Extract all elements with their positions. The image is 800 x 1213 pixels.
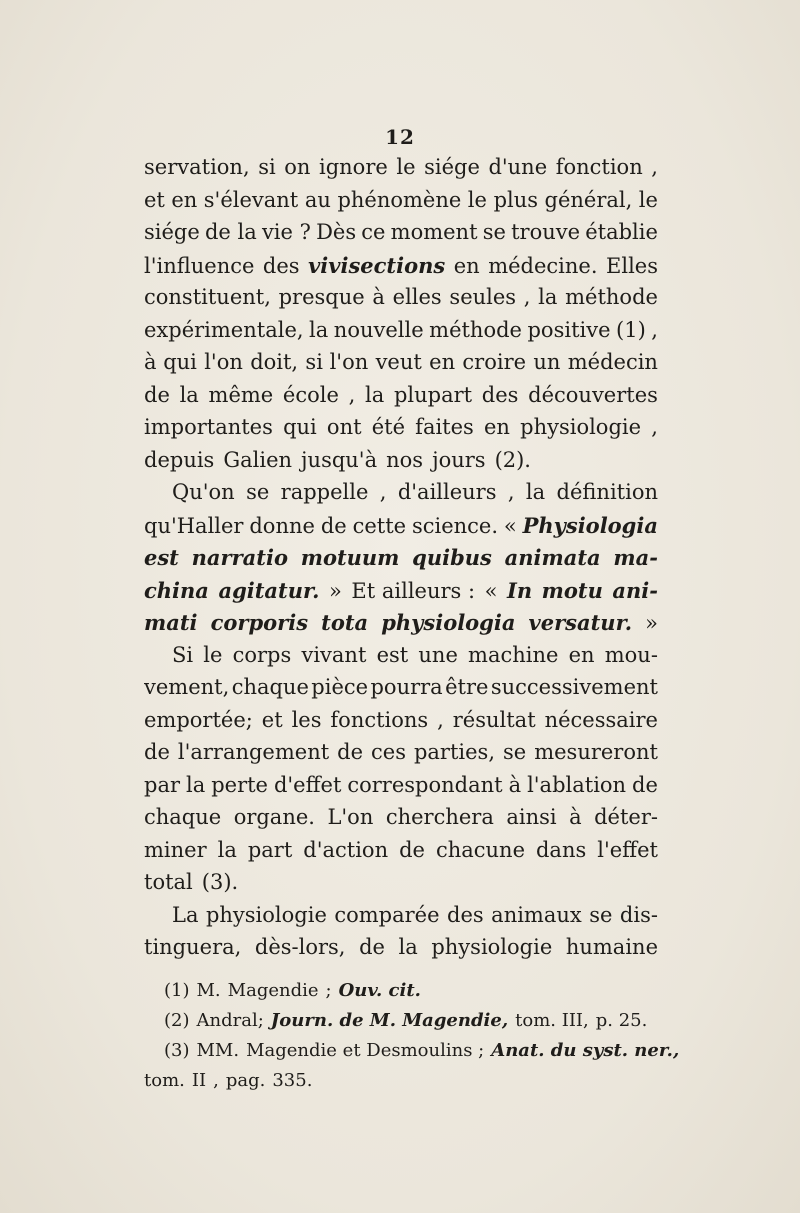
footnote-number: (3) — [164, 1040, 190, 1061]
word: ignore — [319, 155, 388, 179]
quote-mark: « — [503, 513, 517, 538]
quote-mark: » — [329, 578, 342, 603]
text-line — [144, 253, 658, 286]
latin-quote: motu — [541, 577, 603, 603]
word: de — [144, 740, 170, 764]
word: de — [632, 772, 658, 797]
word: une — [418, 642, 458, 667]
word: ont — [326, 415, 362, 439]
word: médecin — [567, 350, 658, 374]
word: se — [589, 902, 613, 927]
text-line — [144, 448, 658, 481]
fn-word: Magendie — [227, 980, 319, 1001]
quote-mark: « — [484, 578, 498, 603]
fn-word: , — [213, 1070, 219, 1091]
text-line — [144, 773, 658, 806]
latin-quote: quibus — [412, 545, 492, 570]
word: le — [203, 642, 223, 667]
fn-word: Andral; — [196, 1010, 264, 1031]
word: un — [533, 350, 561, 374]
word: à qui — [144, 350, 197, 374]
word: des — [447, 902, 484, 927]
word: , — [379, 480, 387, 504]
word: elles — [392, 285, 442, 309]
word: seules — [449, 285, 517, 309]
word: successivement — [490, 675, 658, 699]
word: même — [208, 382, 274, 407]
word: jours — [432, 447, 486, 472]
text-line — [144, 513, 658, 546]
footnote-number: (1) — [164, 980, 190, 1001]
word: le — [638, 187, 658, 212]
word: à — [569, 805, 582, 829]
text-line — [144, 805, 658, 838]
word: de la — [204, 220, 257, 244]
latin-quote: motuum — [300, 545, 400, 570]
text-line — [144, 675, 658, 708]
text-line — [144, 350, 658, 383]
word: rappelle — [280, 480, 369, 504]
word: si — [258, 155, 276, 179]
word: définition — [556, 480, 658, 504]
word: à — [508, 772, 522, 797]
word: pièce — [311, 675, 369, 699]
text-line — [144, 480, 658, 513]
word: des — [262, 253, 300, 278]
word: vement, — [144, 675, 230, 699]
word: jusqu'à — [301, 447, 378, 472]
text-line — [144, 643, 658, 676]
fn-word: MM. — [196, 1040, 240, 1061]
fn-word: tom. — [144, 1070, 185, 1091]
word: faites — [415, 415, 474, 439]
word: chacune — [435, 837, 525, 862]
word: humaine — [565, 935, 658, 959]
word: la — [217, 837, 237, 862]
text-line — [144, 838, 658, 871]
word: général, — [544, 187, 633, 212]
word: en — [568, 642, 595, 667]
latin-quote: animata — [504, 545, 601, 570]
word: établie — [585, 220, 658, 244]
word: veut — [375, 350, 422, 374]
word: ainsi — [506, 805, 557, 829]
word: la — [179, 382, 199, 407]
fn-word: ; — [325, 980, 332, 1001]
word: expérimentale, — [144, 317, 304, 342]
word: chaque — [144, 805, 222, 829]
word: en — [453, 253, 480, 278]
text-line — [144, 285, 658, 318]
word: Dès — [316, 220, 357, 244]
word: l'arrangement — [177, 740, 330, 764]
word: , — [651, 415, 658, 439]
word: correspondant — [347, 772, 503, 797]
word: cette — [352, 513, 407, 538]
word: de — [337, 740, 364, 764]
word: , — [651, 317, 658, 342]
word: presque — [278, 285, 365, 309]
word: nouvelle — [333, 317, 424, 342]
word: des — [481, 382, 519, 407]
latin-quote: corporis — [210, 610, 309, 635]
word: ces — [371, 740, 406, 764]
word: croire — [462, 350, 527, 374]
word: en — [484, 415, 510, 439]
word: trouve — [511, 220, 581, 244]
word: école — [282, 382, 339, 407]
word: fonction — [555, 155, 643, 179]
word: médecine. — [488, 253, 598, 278]
fn-word: M. — [196, 980, 221, 1001]
word: dans — [535, 837, 587, 862]
word: de — [320, 513, 347, 538]
footnote-ref: (1) — [616, 317, 646, 342]
word: importantes — [144, 415, 273, 439]
word: été — [371, 415, 405, 439]
word: depuis — [144, 447, 215, 472]
word: miner — [144, 837, 207, 862]
fn-word: 335. — [272, 1070, 313, 1091]
text-line — [144, 708, 658, 741]
fn-italic: Ouv. cit. — [338, 980, 421, 1001]
word: l'ablation — [527, 772, 627, 797]
word: d'une — [488, 155, 548, 179]
word: découvertes — [528, 382, 658, 407]
text-line — [144, 155, 658, 188]
latin-quote: tota — [321, 610, 369, 635]
word: tinguera, — [144, 935, 242, 959]
word: la — [365, 382, 385, 407]
word: résultat — [452, 707, 536, 732]
word: à — [372, 285, 385, 309]
word: emportée; — [144, 707, 253, 732]
word: se — [503, 740, 527, 764]
word: cherchera — [385, 805, 494, 829]
word: on — [284, 155, 311, 179]
fn-word: pag. — [225, 1070, 266, 1091]
footnote — [144, 980, 664, 1010]
word: d'ailleurs — [397, 480, 497, 504]
word: physiologie — [520, 415, 642, 439]
word: positive — [527, 317, 611, 342]
word: nos — [386, 447, 424, 472]
word: , — [651, 155, 658, 179]
word: mesureront — [534, 740, 658, 764]
word: s'élevant au — [203, 187, 331, 212]
word: d'effet — [273, 772, 342, 797]
word: plupart — [393, 382, 473, 407]
italic-term: vivisections — [308, 252, 446, 278]
word: ce — [361, 220, 386, 244]
footnotes — [144, 980, 680, 1100]
word: siége — [424, 155, 480, 179]
text-line — [144, 318, 658, 351]
quote-mark: » — [645, 611, 658, 635]
word: méthode — [429, 317, 522, 342]
body-text — [144, 155, 658, 968]
text-line — [144, 578, 658, 611]
footnote-number: (2) — [164, 1010, 190, 1031]
latin-quote: Physiologia — [522, 512, 658, 538]
word: l'influence — [144, 253, 255, 278]
word: d'action — [303, 837, 389, 862]
text-line — [144, 188, 658, 221]
word: moment — [390, 220, 478, 244]
word: le plus — [467, 187, 539, 212]
latin-quote: china — [144, 577, 209, 603]
word: le — [396, 155, 416, 179]
word: Elles — [606, 253, 658, 278]
word: L'on — [327, 805, 374, 829]
footnote-continuation — [144, 1070, 664, 1100]
latin-quote: ma- — [613, 545, 658, 570]
word: organe. — [233, 805, 315, 829]
footnote-ref: (3). — [201, 870, 239, 894]
footnote-ref: (2). — [494, 447, 531, 472]
latin-quote: agitatur. — [218, 577, 320, 603]
word: perte — [211, 772, 268, 797]
word: siége — [144, 220, 200, 244]
text-line — [144, 935, 658, 968]
latin-quote: narratio — [191, 545, 288, 570]
text-line — [144, 903, 658, 936]
text-line — [144, 870, 658, 903]
word: nécessaire — [544, 707, 658, 732]
word: qui — [283, 415, 317, 439]
text-line — [144, 415, 658, 448]
word: l'on — [204, 350, 243, 374]
text-line — [144, 220, 658, 253]
word: , — [523, 285, 531, 309]
word: dès-lors, — [254, 935, 346, 959]
word: La — [172, 902, 199, 927]
word: part — [247, 837, 293, 862]
latin-quote: est — [144, 545, 179, 570]
word: fonctions — [330, 707, 429, 732]
word: constituent, — [144, 285, 271, 309]
word: , — [348, 382, 356, 407]
word: vie ? — [261, 220, 311, 244]
word: les — [291, 707, 322, 732]
latin-quote: physiologia — [381, 610, 516, 635]
word: méthode — [565, 285, 658, 309]
word: en — [171, 187, 198, 212]
word: chaque — [231, 675, 309, 699]
word: de — [144, 382, 170, 407]
fn-word: Magendie et Desmoulins ; — [246, 1040, 485, 1061]
word: science. — [411, 513, 499, 538]
fn-word: II — [191, 1070, 207, 1091]
word: si l'on — [305, 350, 369, 374]
text-line — [144, 610, 658, 643]
text-line — [144, 740, 658, 773]
text-line — [144, 383, 658, 416]
word: pourra — [370, 675, 443, 699]
word: total — [144, 870, 193, 894]
word: la — [309, 317, 329, 342]
word: comparée — [334, 902, 440, 927]
word: machine — [468, 642, 559, 667]
word: l'effet — [597, 837, 658, 862]
word: Qu'on — [172, 480, 235, 504]
word: phénomène — [337, 187, 462, 212]
word: qu'Haller — [144, 513, 244, 538]
page-number: 12 — [385, 125, 415, 149]
word: de — [399, 837, 425, 862]
word: est — [376, 642, 409, 667]
word: se — [246, 480, 270, 504]
latin-quote: versatur. — [528, 610, 633, 635]
fn-word: tom. III, — [515, 1010, 589, 1031]
word: Si — [172, 642, 194, 667]
word: de — [359, 935, 385, 959]
word: physiologie — [431, 935, 553, 959]
word: la — [185, 772, 206, 797]
word: et — [144, 187, 165, 212]
word: doit, — [250, 350, 299, 374]
word: par — [144, 772, 181, 797]
text-line — [144, 545, 658, 578]
word: mou- — [604, 642, 658, 667]
fn-italic: Journ. de M. Magendie, — [270, 1010, 509, 1031]
word: , — [437, 707, 444, 732]
word: se — [482, 220, 506, 244]
fn-italic: Anat. du syst. ner., — [491, 1040, 680, 1061]
word: , — [507, 480, 515, 504]
word: vivant — [301, 642, 367, 667]
word: animaux — [491, 902, 582, 927]
word: dis- — [619, 902, 658, 927]
word: corps — [232, 642, 292, 667]
word: déter- — [594, 805, 658, 829]
word: être — [445, 675, 489, 699]
footnote — [144, 1040, 680, 1070]
fn-word: p. 25. — [595, 1010, 648, 1031]
word: la — [398, 935, 418, 959]
word: donne — [249, 513, 315, 538]
latin-quote: mati — [144, 610, 198, 635]
word: la — [525, 480, 546, 504]
latin-quote: In — [507, 577, 533, 603]
latin-quote: ani- — [612, 577, 658, 603]
word: parties, — [413, 740, 496, 764]
word: et — [261, 707, 283, 732]
word: servation, — [144, 155, 250, 179]
word: physiologie — [205, 902, 327, 927]
word: Galien — [223, 447, 293, 472]
word: Et ailleurs : — [351, 578, 476, 603]
word: la — [538, 285, 558, 309]
word: en — [429, 350, 456, 374]
footnote — [144, 1010, 664, 1040]
